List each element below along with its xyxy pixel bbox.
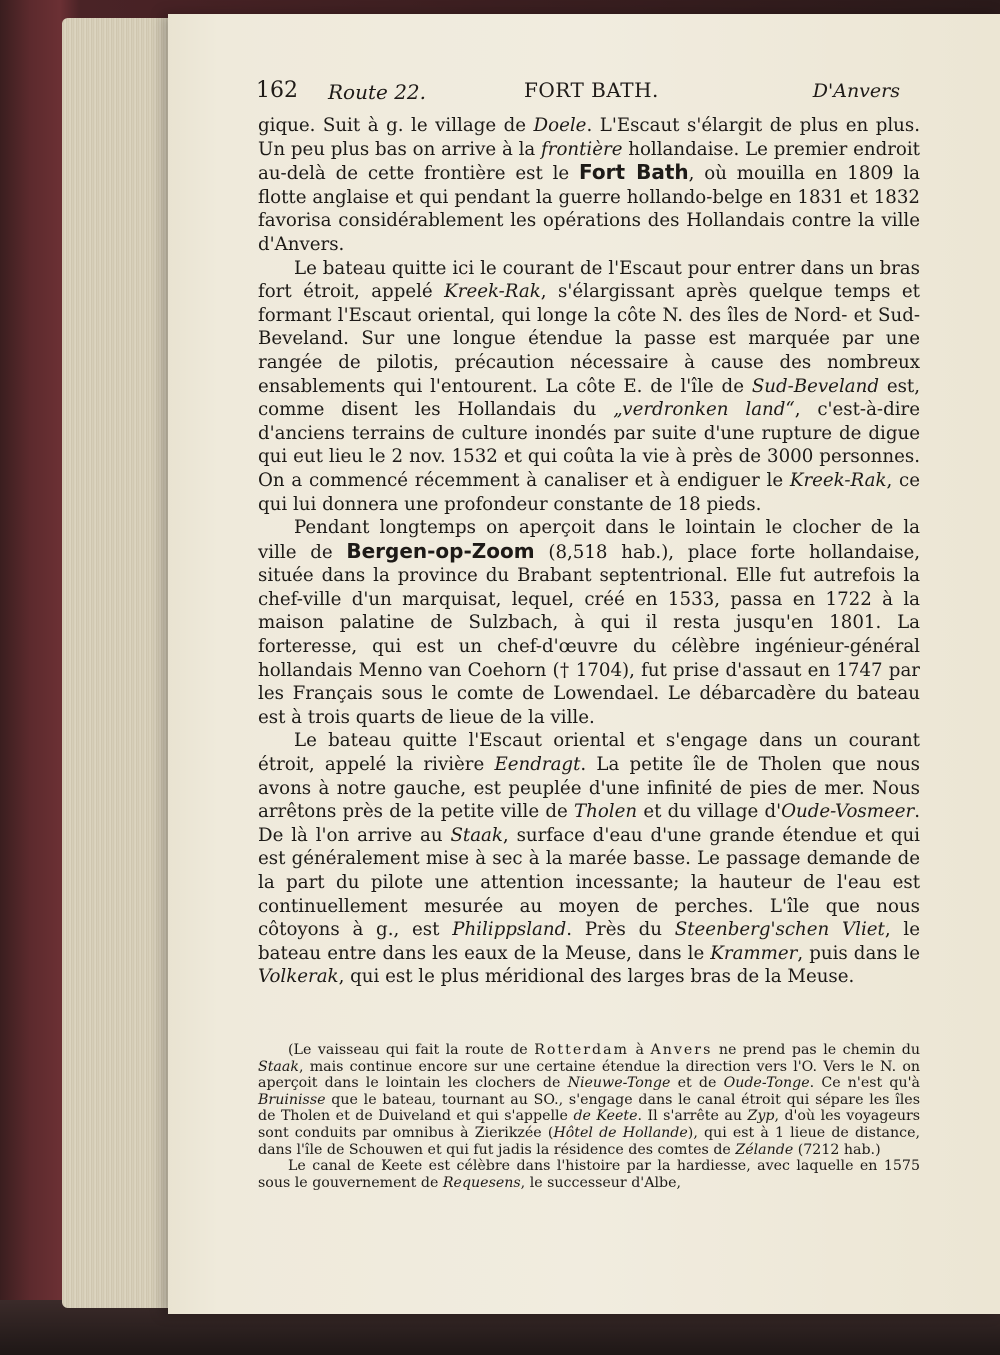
route-label: Route 22.: [328, 80, 427, 104]
text-run: , s'élargissant après quelque temps et formant l'Escaut oriental, qui longe la côte N. des îles de Nord- et Sud-Beveland. Sur une longue étendue la passe est marquée par une rangée de pilotis, précaution nécessaire à cause des nombreux ensablements qui l'entourent. La côte E. de l'île de: [258, 281, 920, 397]
italic-text: Hôtel de Hollande: [553, 1124, 688, 1141]
text-run: . La petite île de Tholen que nous avons à notre gauche, est peuplée d'une infinité de pies de mer. Nous arrêtons près de la petite ville de: [258, 754, 921, 823]
italic-text: Zyp: [747, 1108, 775, 1125]
paragraph: [258, 729, 920, 989]
italic-text: Kreek-Rak: [444, 281, 541, 303]
page-title: FORT BATH.: [524, 78, 659, 102]
italic-text: de Keete: [573, 1108, 638, 1125]
text-run: , le bateau entre dans les eaux de la Meuse, dans le: [258, 919, 920, 964]
italic-text: Tholen: [574, 801, 638, 823]
italic-text: Sud-Beveland: [751, 375, 879, 397]
text-run: Le bateau quitte l'Escaut oriental et s'engage dans un courant étroit, appelé la rivière: [258, 730, 920, 776]
text-run: Le canal de Keete est célèbre dans l'histoire par la hardiesse, avec laquelle en 1575 sous le gouvernement de: [258, 1158, 920, 1191]
text-run: ), qui est à 1 lieue de distance, dans l'île de Schouwen et qui fut jadis la résidence des comtes de: [258, 1124, 921, 1158]
italic-text: Zélande: [735, 1141, 794, 1158]
text-run: Pendant longtemps on aperçoit dans le lointain le clocher de la ville de: [258, 517, 920, 563]
italic-text: Oude-Vosmeer: [781, 801, 915, 823]
text-run: ne prend pas le chemin du: [712, 1042, 920, 1058]
italic-text: Requesens: [442, 1174, 521, 1191]
text-run: , surface d'eau d'une grande étendue et qui est généralement mise à sec à la marée basse. Le passage demande de la part du pilote une attention incessante; la hauteur de l'eau est continuellement mesurée au moyen de perches. L'île que nous côtoyons à g., est: [258, 824, 920, 941]
text-run: est, comme disent les Hollandais du: [258, 375, 921, 421]
italic-text: Nieuwe-Tonge: [567, 1075, 671, 1092]
italic-text: Volkerak: [258, 966, 339, 988]
italic-text: frontière: [541, 138, 623, 160]
page-edges: [62, 18, 182, 1308]
italic-text: Oude-Tonge: [723, 1075, 810, 1092]
italic-text: Doele: [533, 115, 587, 136]
italic-text: Philippsland: [452, 919, 567, 941]
paragraph: [258, 257, 920, 517]
text-run: et du village d': [637, 801, 782, 823]
text-run: , mais continue encore sur une certaine étendue la direction vers l'O. Vers le N. on aperçoit dans le lointain les clochers de: [258, 1058, 920, 1092]
text-run: . Il s'arrête au: [637, 1108, 748, 1125]
page-number: 162: [256, 78, 298, 103]
text-run: et de: [670, 1075, 724, 1092]
text-run: . De là l'on arrive au: [258, 801, 920, 846]
note-paragraph: [258, 1158, 920, 1191]
note-paragraph: [258, 1042, 920, 1158]
text-run: . Ce n'est qu'à: [809, 1075, 920, 1092]
italic-text: Eendragt: [494, 754, 581, 776]
destination-label: D'Anvers: [812, 80, 900, 102]
text-run: , qui est le plus méridional des larges bras de la Meuse.: [338, 966, 855, 988]
italic-text: „verdronken land“: [613, 399, 795, 421]
text-run: , le successeur d'Albe,: [520, 1174, 681, 1191]
text-run: que le bateau, tournant au SO., s'engage dans le canal étroit qui sépare les îles de Tholen et de Duiveland et qui s'appelle: [258, 1091, 920, 1125]
text-run: hollandaise. Le premier endroit au-delà de cette frontière est le: [258, 138, 920, 185]
spaced-text: Rotterdam: [534, 1042, 630, 1058]
text-run: . L'Escaut s'élargit de plus en plus. Un peu plus bas on arrive à la: [258, 115, 920, 160]
spaced-text: Anvers: [650, 1042, 713, 1058]
italic-text: Steenberg'schen Vliet: [674, 919, 885, 941]
text-run: gique. Suit à g. le village de: [258, 115, 534, 136]
bold-place-name: Bergen-op-Zoom: [346, 538, 535, 563]
text-run: Le bateau quitte ici le courant de l'Escaut pour entrer dans un bras fort étroit, appelé: [258, 257, 920, 303]
italic-text: Kreek-Rak: [789, 469, 887, 491]
paragraph: [258, 516, 920, 729]
body-text: [258, 114, 920, 989]
bold-place-name: Zierikzée: [474, 1124, 542, 1141]
text-run: , c'est-à-dire d'anciens terrains de culture inondés par suite d'une rupture de digue qui eut lieu le 2 nov. 1532 et qui coûta la vie à près de 3000 personnes. On a commencé récemment à canaliser et à endiguer le: [258, 399, 920, 491]
text-run: , puis dans le: [797, 942, 920, 964]
italic-text: Krammer: [710, 942, 798, 964]
running-header: [256, 74, 906, 108]
bold-place-name: Fort Bath: [579, 160, 689, 185]
text-run: (8,518 hab.), place forte hollandaise, située dans la province du Brabant septentrional. Elle fut autrefois la chef-ville d'un marquisat, lequel, créé en 1533, passa en 1722 à la maison palatine de Sulzbach, à qui il resta jusqu'en 1801. La forteresse, qui est un chef-d'œuvre du célèbre ingénieur-général hollandais Menno van Coehorn († 1704), fut prise d'assaut en 1747 par les Français sous le comte de Lowendael. Le débarcadère du bateau est à trois quarts de lieue de la ville.: [258, 541, 920, 728]
small-print-notes: [258, 1042, 920, 1191]
text-run: (: [541, 1124, 554, 1141]
text-run: (Le vaisseau qui fait la route de: [288, 1042, 535, 1058]
text-run: , où mouilla en 1809 la flotte anglaise et qui pendant la guerre hollando-belge en 1831 et 1832 favorisa considérablement les opérations des Hollandais contre la ville d'Anvers.: [258, 163, 920, 255]
paragraph: [258, 114, 920, 257]
text-run: , ce qui lui donnera une profondeur constante de 18 pieds.: [258, 469, 921, 515]
italic-text: Bruinisse: [258, 1091, 326, 1108]
italic-text: Staak: [258, 1058, 299, 1075]
text-run: à: [629, 1042, 651, 1058]
text-run: , d'où les voyageurs sont conduits par omnibus à: [258, 1108, 921, 1141]
text-run: . Près du: [566, 919, 675, 941]
italic-text: Staak: [450, 824, 503, 846]
text-run: (7212 hab.): [793, 1141, 881, 1158]
